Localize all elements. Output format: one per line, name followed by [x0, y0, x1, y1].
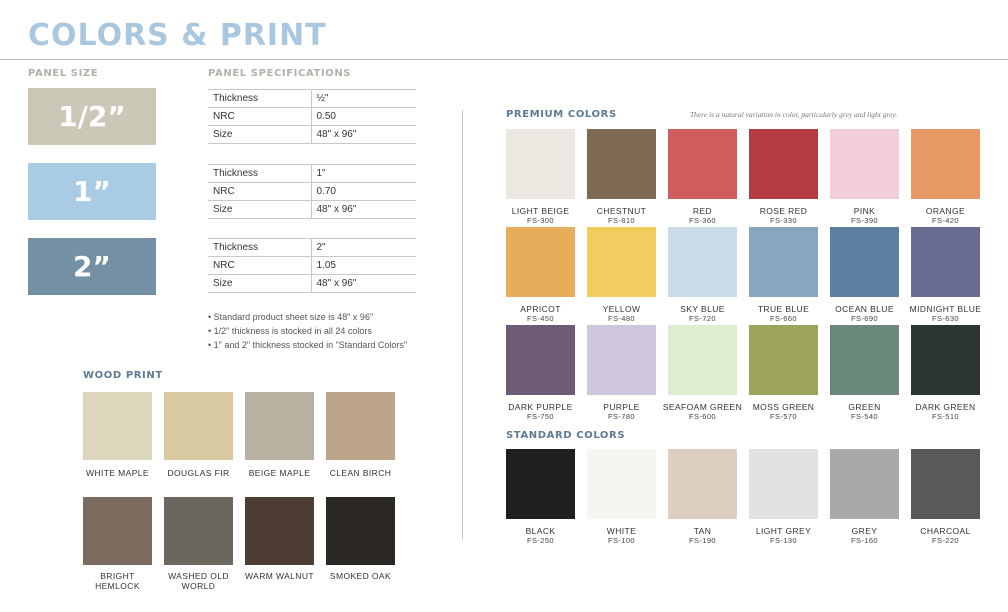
color-swatch — [749, 129, 818, 199]
spec-table-two-inch — [208, 238, 416, 293]
color-name: SEAFOAM GREEN — [662, 402, 743, 412]
spec-value: 1.05 — [311, 257, 416, 275]
color-code: FS-750 — [527, 412, 554, 421]
color-chip-orange — [905, 129, 986, 225]
color-swatch — [506, 449, 575, 519]
color-swatch — [668, 129, 737, 199]
spec-key: Thickness — [208, 90, 311, 108]
color-code: FS-540 — [851, 412, 878, 421]
wood-chip-washed-old-world — [158, 497, 239, 591]
color-swatch — [830, 449, 899, 519]
color-swatch — [506, 325, 575, 395]
spec-value: 48" x 96" — [311, 201, 416, 219]
color-chip-light-grey — [743, 449, 824, 545]
spec-note: • 1/2" thickness is stocked in all 24 colors — [208, 324, 407, 338]
spec-value: 0.70 — [311, 183, 416, 201]
wood-swatch — [164, 497, 233, 565]
color-name: TAN — [693, 526, 712, 536]
color-chip-yellow — [581, 227, 662, 323]
standard-colors-heading: STANDARD COLORS — [506, 430, 626, 441]
color-swatch — [668, 325, 737, 395]
color-code: FS-100 — [608, 536, 635, 545]
color-code: FS-570 — [770, 412, 797, 421]
size-two-inch-swatch: 2” — [28, 238, 156, 295]
color-name: MIDNIGHT BLUE — [909, 304, 982, 314]
wood-name: WARM WALNUT — [245, 571, 314, 581]
spec-key: NRC — [208, 183, 311, 201]
color-name: GREEN — [848, 402, 881, 412]
color-swatch — [911, 129, 980, 199]
wood-swatch — [326, 392, 395, 460]
color-swatch — [506, 129, 575, 199]
color-name: WHITE — [606, 526, 637, 536]
color-code: FS-420 — [932, 216, 959, 225]
panel-specifications-heading: PANEL SPECIFICATIONS — [208, 68, 352, 79]
color-name: GREY — [851, 526, 878, 536]
wood-chip-douglas-fir — [158, 392, 239, 478]
spec-row — [208, 108, 416, 126]
spec-key: Size — [208, 275, 311, 293]
spec-key: Size — [208, 201, 311, 219]
spec-row — [208, 257, 416, 275]
color-swatch — [506, 227, 575, 297]
color-chip-green — [824, 325, 905, 421]
premium-colors-heading: PREMIUM COLORS — [506, 109, 617, 120]
color-variation-note: There is a natural variation in color, particularly grey and light grey. — [690, 110, 898, 119]
color-name: SKY BLUE — [680, 304, 725, 314]
color-chip-seafoam-green — [662, 325, 743, 421]
spec-row — [208, 275, 416, 293]
color-name: LIGHT GREY — [755, 526, 812, 536]
color-chip-light-beige — [500, 129, 581, 225]
color-swatch — [587, 449, 656, 519]
wood-name: SMOKED OAK — [329, 571, 392, 581]
spec-key: NRC — [208, 257, 311, 275]
wood-name: CLEAN BIRCH — [329, 468, 392, 478]
color-name: CHESTNUT — [596, 206, 647, 216]
color-chip-grey — [824, 449, 905, 545]
color-swatch — [911, 449, 980, 519]
color-code: FS-600 — [689, 412, 716, 421]
color-name: APRICOT — [520, 304, 561, 314]
color-name: PURPLE — [603, 402, 640, 412]
color-name: MOSS GREEN — [752, 402, 815, 412]
color-chip-midnight-blue — [905, 227, 986, 323]
color-code: FS-360 — [689, 216, 716, 225]
wood-chip-white-maple — [77, 392, 158, 478]
color-name: DARK PURPLE — [508, 402, 573, 412]
wood-name: BEIGE MAPLE — [248, 468, 311, 478]
color-swatch — [830, 129, 899, 199]
spec-row — [208, 201, 416, 219]
color-code: FS-780 — [608, 412, 635, 421]
wood-swatch — [83, 392, 152, 460]
color-swatch — [830, 227, 899, 297]
color-chip-purple — [581, 325, 662, 421]
spec-key: Size — [208, 126, 311, 144]
color-code: FS-160 — [851, 536, 878, 545]
color-chip-tan — [662, 449, 743, 545]
color-chip-apricot — [500, 227, 581, 323]
wood-swatch — [164, 392, 233, 460]
wood-swatch — [245, 497, 314, 565]
color-code: FS-510 — [932, 412, 959, 421]
spec-key: Thickness — [208, 165, 311, 183]
color-swatch — [587, 129, 656, 199]
color-name: OCEAN BLUE — [835, 304, 894, 314]
vertical-divider — [462, 110, 463, 540]
color-name: RED — [692, 206, 713, 216]
color-name: LIGHT BEIGE — [511, 206, 570, 216]
spec-note: • Standard product sheet size is 48" x 96" — [208, 310, 407, 324]
spec-notes — [208, 310, 407, 352]
wood-chip-smoked-oak — [320, 497, 401, 581]
color-code: FS-720 — [689, 314, 716, 323]
color-code: FS-630 — [932, 314, 959, 323]
spec-table-one-inch — [208, 164, 416, 219]
color-swatch — [749, 449, 818, 519]
page-title: COLORS & PRINT — [28, 18, 327, 53]
color-code: FS-810 — [608, 216, 635, 225]
size-half-inch-swatch: 1/2” — [28, 88, 156, 145]
size-one-inch-swatch: 1” — [28, 163, 156, 220]
color-code: FS-220 — [932, 536, 959, 545]
spec-key: Thickness — [208, 239, 311, 257]
spec-note: • 1" and 2" thickness stocked in "Standard Colors" — [208, 338, 407, 352]
color-chip-red — [662, 129, 743, 225]
color-code: FS-190 — [689, 536, 716, 545]
spec-value: 2" — [311, 239, 416, 257]
color-name: PINK — [853, 206, 876, 216]
color-chip-dark-purple — [500, 325, 581, 421]
color-swatch — [749, 325, 818, 395]
spec-value: 48" x 96" — [311, 275, 416, 293]
color-code: FS-660 — [770, 314, 797, 323]
color-code: FS-250 — [527, 536, 554, 545]
color-name: TRUE BLUE — [757, 304, 810, 314]
wood-name: BRIGHT HEMLOCK — [95, 571, 140, 591]
wood-swatch — [326, 497, 395, 565]
color-swatch — [830, 325, 899, 395]
color-chip-white — [581, 449, 662, 545]
wood-swatch — [245, 392, 314, 460]
spec-value: 0.50 — [311, 108, 416, 126]
panel-size-heading: PANEL SIZE — [28, 68, 99, 79]
color-name: YELLOW — [602, 304, 641, 314]
color-name: BLACK — [525, 526, 556, 536]
spec-value: 48" x 96" — [311, 126, 416, 144]
color-chip-dark-green — [905, 325, 986, 421]
spec-row — [208, 239, 416, 257]
wood-print-heading: WOOD PRINT — [83, 370, 163, 381]
color-chip-sky-blue — [662, 227, 743, 323]
color-swatch — [587, 227, 656, 297]
wood-name: DOUGLAS FIR — [167, 468, 230, 478]
color-code: FS-390 — [851, 216, 878, 225]
color-code: FS-300 — [527, 216, 554, 225]
color-chip-black — [500, 449, 581, 545]
color-name: ROSE RED — [759, 206, 808, 216]
wood-name: WASHED OLD WORLD — [168, 571, 229, 591]
wood-chip-bright-hemlock — [77, 497, 158, 591]
color-chip-true-blue — [743, 227, 824, 323]
wood-swatch — [83, 497, 152, 565]
color-swatch — [668, 449, 737, 519]
wood-chip-beige-maple — [239, 392, 320, 478]
color-swatch — [668, 227, 737, 297]
color-code: FS-130 — [770, 536, 797, 545]
spec-row — [208, 183, 416, 201]
color-code: FS-330 — [770, 216, 797, 225]
color-chip-charcoal — [905, 449, 986, 545]
title-divider — [0, 59, 1008, 60]
color-chip-ocean-blue — [824, 227, 905, 323]
spec-row — [208, 90, 416, 108]
color-name: DARK GREEN — [915, 402, 976, 412]
color-chip-rose-red — [743, 129, 824, 225]
spec-row — [208, 126, 416, 144]
color-code: FS-480 — [608, 314, 635, 323]
color-swatch — [911, 227, 980, 297]
color-code: FS-690 — [851, 314, 878, 323]
color-chip-pink — [824, 129, 905, 225]
color-chip-chestnut — [581, 129, 662, 225]
color-name: ORANGE — [925, 206, 966, 216]
wood-name: WHITE MAPLE — [86, 468, 149, 478]
spec-value: 1" — [311, 165, 416, 183]
spec-value: ½" — [311, 90, 416, 108]
color-swatch — [911, 325, 980, 395]
spec-key: NRC — [208, 108, 311, 126]
color-code: FS-450 — [527, 314, 554, 323]
wood-chip-warm-walnut — [239, 497, 320, 581]
color-chip-moss-green — [743, 325, 824, 421]
color-swatch — [749, 227, 818, 297]
color-name: CHARCOAL — [920, 526, 971, 536]
spec-row — [208, 165, 416, 183]
spec-table-half-inch — [208, 89, 416, 144]
color-swatch — [587, 325, 656, 395]
wood-chip-clean-birch — [320, 392, 401, 478]
